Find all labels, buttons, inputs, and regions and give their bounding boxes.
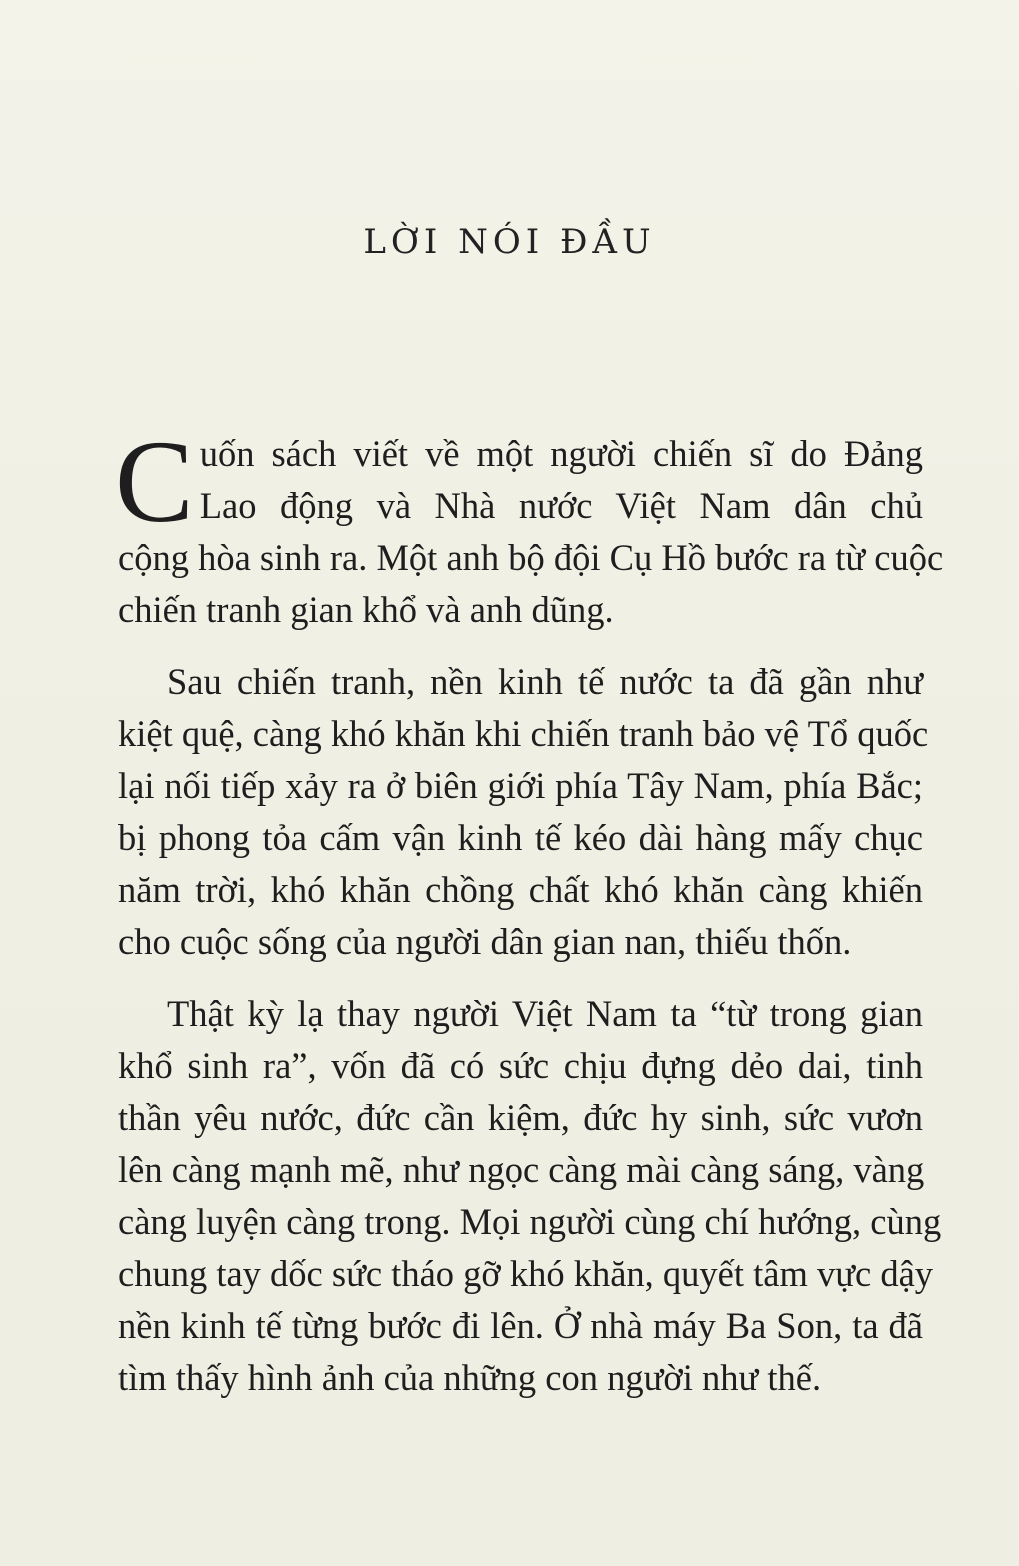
text-line: bị phong tỏa cấm vận kinh tế kéo dài hàng mấy chục	[118, 817, 923, 858]
paragraph-3	[118, 988, 942, 1404]
text-line: khổ sinh ra”, vốn đã có sức chịu đựng dẻo dai, tinh	[118, 1045, 923, 1086]
text-line: cho cuộc sống của người dân gian nan, thiếu thốn.	[118, 921, 852, 962]
paragraph-1	[115, 416, 944, 636]
text-line: càng luyện càng trong. Mọi người cùng chí hướng, cùng	[118, 1201, 942, 1242]
paragraph-2	[118, 656, 929, 968]
text-line: thần yêu nước, đức cần kiệm, đức hy sinh, sức vươn	[118, 1097, 923, 1138]
drop-cap-letter: C	[115, 416, 194, 547]
text-line: tìm thấy hình ảnh của những con người như thế.	[118, 1357, 822, 1398]
text-line: cộng hòa sinh ra. Một anh bộ đội Cụ Hồ bước ra từ cuộc	[118, 537, 944, 578]
page-title: LỜI NÓI ĐẦU	[363, 222, 656, 262]
text-line: uốn sách viết về một người chiến sĩ do Đảng	[199, 433, 923, 474]
text-line: Thật kỳ lạ thay người Việt Nam ta “từ trong gian	[167, 993, 923, 1034]
preface-body	[115, 416, 944, 1404]
text-line: lại nối tiếp xảy ra ở biên giới phía Tây Nam, phía Bắc;	[118, 765, 923, 806]
text-line: kiệt quệ, càng khó khăn khi chiến tranh bảo vệ Tổ quốc	[118, 713, 929, 754]
text-line: Sau chiến tranh, nền kinh tế nước ta đã gần như	[167, 661, 923, 702]
text-line: Lao động và Nhà nước Việt Nam dân chủ	[199, 485, 923, 526]
text-line: lên càng mạnh mẽ, như ngọc càng mài càng sáng, vàng	[118, 1149, 925, 1190]
text-line: năm trời, khó khăn chồng chất khó khăn càng khiến	[118, 869, 923, 910]
text-line: chiến tranh gian khổ và anh dũng.	[118, 589, 614, 630]
text-line: nền kinh tế từng bước đi lên. Ở nhà máy Ba Son, ta đã	[118, 1305, 923, 1346]
text-line: chung tay dốc sức tháo gỡ khó khăn, quyết tâm vực dậy	[118, 1253, 934, 1294]
